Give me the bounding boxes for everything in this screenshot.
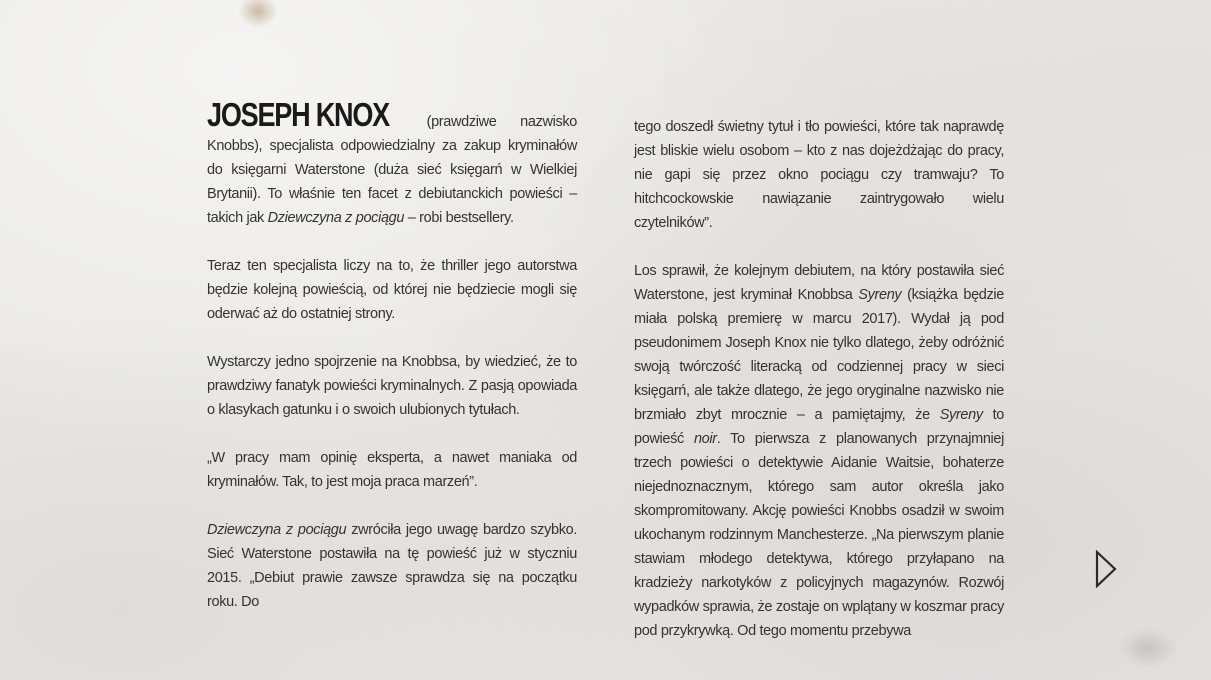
paragraph-text: zwróciła jego uwagę bardzo szybko. Sieć Waterstone postawiła na tę powieść już w styczniu 2015. „Debiut prawie zawsze sprawdza się na początku roku. Do — [207, 522, 577, 610]
paper-stain — [1118, 628, 1178, 668]
genre-term: noir — [693, 431, 717, 447]
next-page-arrow-icon[interactable] — [1094, 550, 1118, 588]
paragraph-4: „W pracy mam opinię eksperta, a nawet maniaka od kryminałów. Tak, to jest moja praca marzeń”. — [207, 450, 577, 490]
paragraph-7 — [634, 259, 1004, 643]
paragraph-3: Wystarczy jedno spojrzenie na Knobbsa, by wiedzieć, że to prawdziwy fanatyk powieści kryminalnych. Z pasją opowiada o klasykach gatunku i o swoich ulubionych tytułach. — [207, 354, 577, 418]
paper-stain — [238, 0, 278, 28]
next-page-arrow-svg — [1094, 550, 1118, 588]
book-title: Syreny — [858, 287, 902, 303]
paragraph-6: tego doszedł świetny tytuł i tło powieści, które tak naprawdę jest bliskie wielu osobom – kto z nas dojeżdżając do pracy, nie gapi się przez okno pociągu czy tramwaju? To hitchcockowskie nawiązanie zaintrygowało wielu czytelników”. — [634, 119, 1004, 231]
left-text-column — [207, 96, 577, 638]
paragraph-text: (książka będzie miała polską premierę w marcu 2017). Wydał ją pod pseudonimem Joseph Knox nie tylko dlatego, żeby odróżnić swoją twórczość literacką od codziennej pracy w sieci księgarń, ale także dlatego, że jego oryginalne nazwisko nie brzmiało zbyt mrocznie – a pamiętajmy, że — [634, 287, 1004, 423]
paragraph-text: to powieść — [634, 407, 1004, 447]
paragraph-5 — [207, 518, 577, 614]
paragraph-text: Los sprawił, że kolejnym debiutem, na który postawiła sieć Waterstone, jest kryminał Knobbsa — [634, 263, 1004, 303]
paragraph-text: . To pierwsza z planowanych przynajmniej trzech powieści o detektywie Aidanie Waitsie, bohaterze niejednoznacznym, którego sam autor określa jako skompromitowany. Akcję powieści Knobbs osadził w swoim ukochanym rodzinnym Manchesterze. „Na pierwszym planie stawiam młodego detektywa, którego przyłapano na kradzieży narkotyków z policyjnych magazynów. Rozwój wypadków sprawia, że zostaje on wplątany w koszmar pracy pod przykrywką. Od tego momentu przebywa — [634, 431, 1004, 639]
book-title: Dziewczyna z pociągu — [267, 210, 405, 226]
paragraph-text: – robi bestsellery. — [404, 210, 514, 226]
paragraph-2: Teraz ten specjalista liczy na to, że thriller jego autorstwa będzie kolejną powieścią, od której nie będziecie mogli się oderwać aż do ostatniej strony. — [207, 258, 577, 322]
book-title: Dziewczyna z pociągu — [207, 522, 347, 538]
paragraph-1 — [207, 96, 577, 230]
right-text-column — [634, 115, 1004, 667]
book-title: Syreny — [939, 407, 983, 423]
paragraph-text: (prawdziwe nazwisko Knobbs), specjalista odpowiedzialny za zakup kryminałów do księgarni Waterstone (duża sieć księgarń w Wielkiej Brytanii). To właśnie ten facet z debiutanckich powieści – takich jak — [207, 114, 577, 226]
author-name-heading: JOSEPH KNOX — [207, 96, 389, 133]
